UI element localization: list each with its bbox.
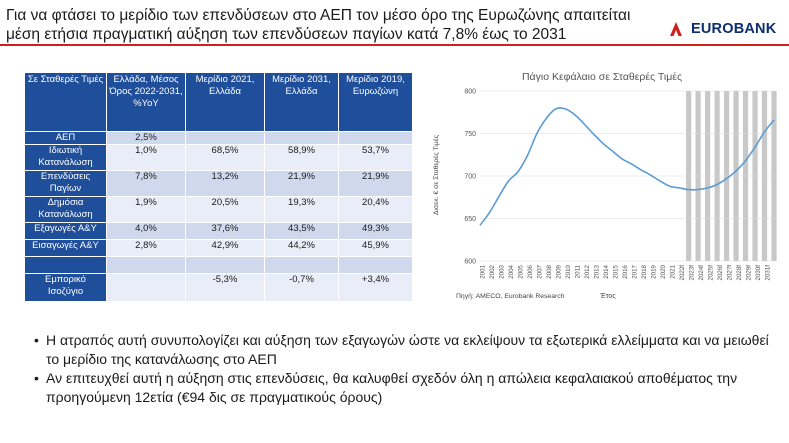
x-tick-label: 2020: [659, 265, 667, 279]
slide-title: Για να φτάσει το μερίδιο των επενδύσεων στο ΑΕΠ τον μέσο όρο της Ευρωζώνης απαιτείται μέση ετήσια πραγματική αύξηση των επενδύσεων παγίων κατά 7,8% έως το 2031: [6, 7, 631, 43]
bullet-text: Αν επιτευχθεί αυτή η αύξηση στις επενδύσεις, θα καλυφθεί σχεδόν όλη η απώλεια κεφαλαιακού αποθέματος την προηγούμενη 12ετία (€94 δις σε πραγματικούς όρους): [46, 370, 738, 405]
row-label: Εμπορικό Ισοζύγιο: [25, 274, 107, 302]
bullet-dot: •: [34, 332, 39, 348]
x-tick-label: 2028f: [735, 265, 743, 281]
row-label: Ιδιωτική Κατανάλωση: [25, 145, 107, 171]
x-tick-label: 2010: [565, 265, 573, 279]
x-tick-label: 2004: [508, 265, 516, 279]
table-cell: [107, 274, 186, 302]
x-tick-label: 2024f: [697, 265, 705, 281]
table-row: [25, 132, 413, 145]
y-axis-label: Δισεκ. € σε Σταθερές Τιμές: [433, 134, 440, 216]
x-tick-label: 2021: [669, 265, 677, 279]
table-cell: 4,0%: [107, 223, 186, 240]
bullet-item: [34, 369, 774, 407]
x-tick-label: 2013: [593, 265, 601, 279]
table-cell: 45,9%: [339, 240, 413, 257]
x-tick-label: 2027f: [726, 265, 734, 281]
table-cell: 2,5%: [107, 132, 186, 145]
table-header-cell: Μερίδιο 2021, Ελλάδα: [186, 73, 265, 132]
table-cell: 53,7%: [339, 145, 413, 171]
table-row: [25, 257, 413, 274]
x-tick-label: 2014: [603, 265, 611, 279]
x-tick-label: 2012: [584, 265, 592, 279]
x-tick-label: 2030f: [754, 265, 762, 281]
fixed-capital-chart: [430, 70, 780, 305]
x-tick-label: 2001: [479, 265, 487, 279]
table-row: [25, 197, 413, 223]
x-tick-label: 2006: [527, 265, 535, 279]
table-row: [25, 240, 413, 257]
row-label: [25, 257, 107, 274]
series-line: [480, 108, 774, 225]
y-tick-label: 600: [464, 258, 476, 266]
bullet-item: [34, 331, 774, 369]
row-label: Εξαγωγές Α&Υ: [25, 223, 107, 240]
x-tick-label: 2026f: [716, 265, 724, 281]
x-tick-label: 2016: [622, 265, 629, 279]
table-cell: [107, 257, 186, 274]
y-tick-label: 800: [464, 88, 476, 96]
x-tick-label: 2005: [517, 265, 525, 279]
table-cell: 20,5%: [186, 197, 265, 223]
table-cell: 20,4%: [339, 197, 413, 223]
x-tick-label: 2018: [640, 265, 648, 279]
table-cell: -5,3%: [186, 274, 265, 302]
table-cell: 21,9%: [339, 171, 413, 197]
table-row: [25, 223, 413, 240]
x-tick-label: 2029f: [745, 265, 753, 281]
y-tick-label: 650: [464, 216, 476, 223]
x-tick-label: 2015: [612, 265, 620, 279]
y-tick-label: 750: [464, 131, 476, 138]
table-cell: 58,9%: [265, 145, 339, 171]
table-cell: [265, 132, 339, 145]
table-cell: [186, 132, 265, 145]
brand-name: EUROBANK: [691, 21, 777, 37]
chart-source: Πηγή: AMECO, Eurobank Research: [456, 293, 565, 300]
key-points-list: [34, 331, 774, 407]
table-cell: 68,5%: [186, 145, 265, 171]
table-cell: 43,5%: [265, 223, 339, 240]
table-cell: 44,2%: [265, 240, 339, 257]
x-tick-label: 2003: [498, 265, 506, 279]
table-row: [25, 145, 413, 171]
table-row: [25, 274, 413, 302]
x-tick-label: 2023f: [688, 265, 696, 281]
table-cell: -0,7%: [265, 274, 339, 302]
table-cell: 19,3%: [265, 197, 339, 223]
table-cell: 2,8%: [107, 240, 186, 257]
table-cell: [339, 257, 413, 274]
row-label: ΑΕΠ: [25, 132, 107, 145]
table-header-cell: Μερίδιο 2019, Ευρωζώνη: [339, 73, 413, 132]
row-label: Επενδύσεις Παγίων: [25, 171, 107, 197]
row-label: Εισαγωγές Α&Υ: [25, 240, 107, 257]
table-cell: 21,9%: [265, 171, 339, 197]
x-tick-label: 2008: [546, 265, 554, 279]
table-cell: 42,9%: [186, 240, 265, 257]
eurobank-logo-icon: [667, 20, 685, 38]
table-header-cell: Μερίδιο 2031, Ελλάδα: [265, 73, 339, 132]
row-label: Δημόσια Κατανάλωση: [25, 197, 107, 223]
table-cell: 49,3%: [339, 223, 413, 240]
x-axis-label: Έτος: [600, 293, 616, 300]
bullet-dot: •: [34, 370, 39, 386]
x-tick-label: 2009: [555, 265, 563, 279]
x-tick-label: 2019: [650, 265, 658, 279]
table-cell: 1,9%: [107, 197, 186, 223]
title-divider: [0, 44, 789, 46]
table-cell: [339, 132, 413, 145]
table-cell: 37,6%: [186, 223, 265, 240]
table-cell: [265, 257, 339, 274]
macro-shares-table: [24, 72, 413, 302]
table-cell: 7,8%: [107, 171, 186, 197]
x-tick-label: 2022f: [678, 265, 686, 281]
bullet-text: Η ατραπός αυτή συνυπολογίζει και αύξηση των εξαγωγών ώστε να εκλείψουν τα εξωτερικά ελλείμματα και να μειωθεί το μερίδιο της κατανάλωσης στο ΑΕΠ: [46, 332, 769, 367]
table-cell: 13,2%: [186, 171, 265, 197]
table-header-cell: Σε Σταθερές Τιμές: [25, 73, 107, 132]
table-header-cell: Ελλάδα, Μέσος Όρος 2022-2031, %YoY: [107, 73, 186, 132]
table-row: [25, 171, 413, 197]
x-tick-label: 2002: [489, 265, 497, 279]
table-cell: [186, 257, 265, 274]
chart-title: Πάγιο Κεφάλαιο σε Σταθερές Τιμές: [521, 71, 683, 83]
x-tick-label: 2031f: [764, 265, 772, 281]
table-header-row: [25, 73, 413, 132]
table-cell: 1,0%: [107, 145, 186, 171]
x-tick-label: 2007: [536, 265, 544, 279]
x-tick-label: 2025f: [707, 265, 715, 281]
x-tick-label: 2017: [631, 265, 639, 279]
brand-logo: [667, 20, 776, 38]
table-cell: +3,4%: [339, 274, 413, 302]
x-tick-label: 2011: [574, 265, 582, 279]
y-tick-label: 700: [464, 173, 476, 181]
